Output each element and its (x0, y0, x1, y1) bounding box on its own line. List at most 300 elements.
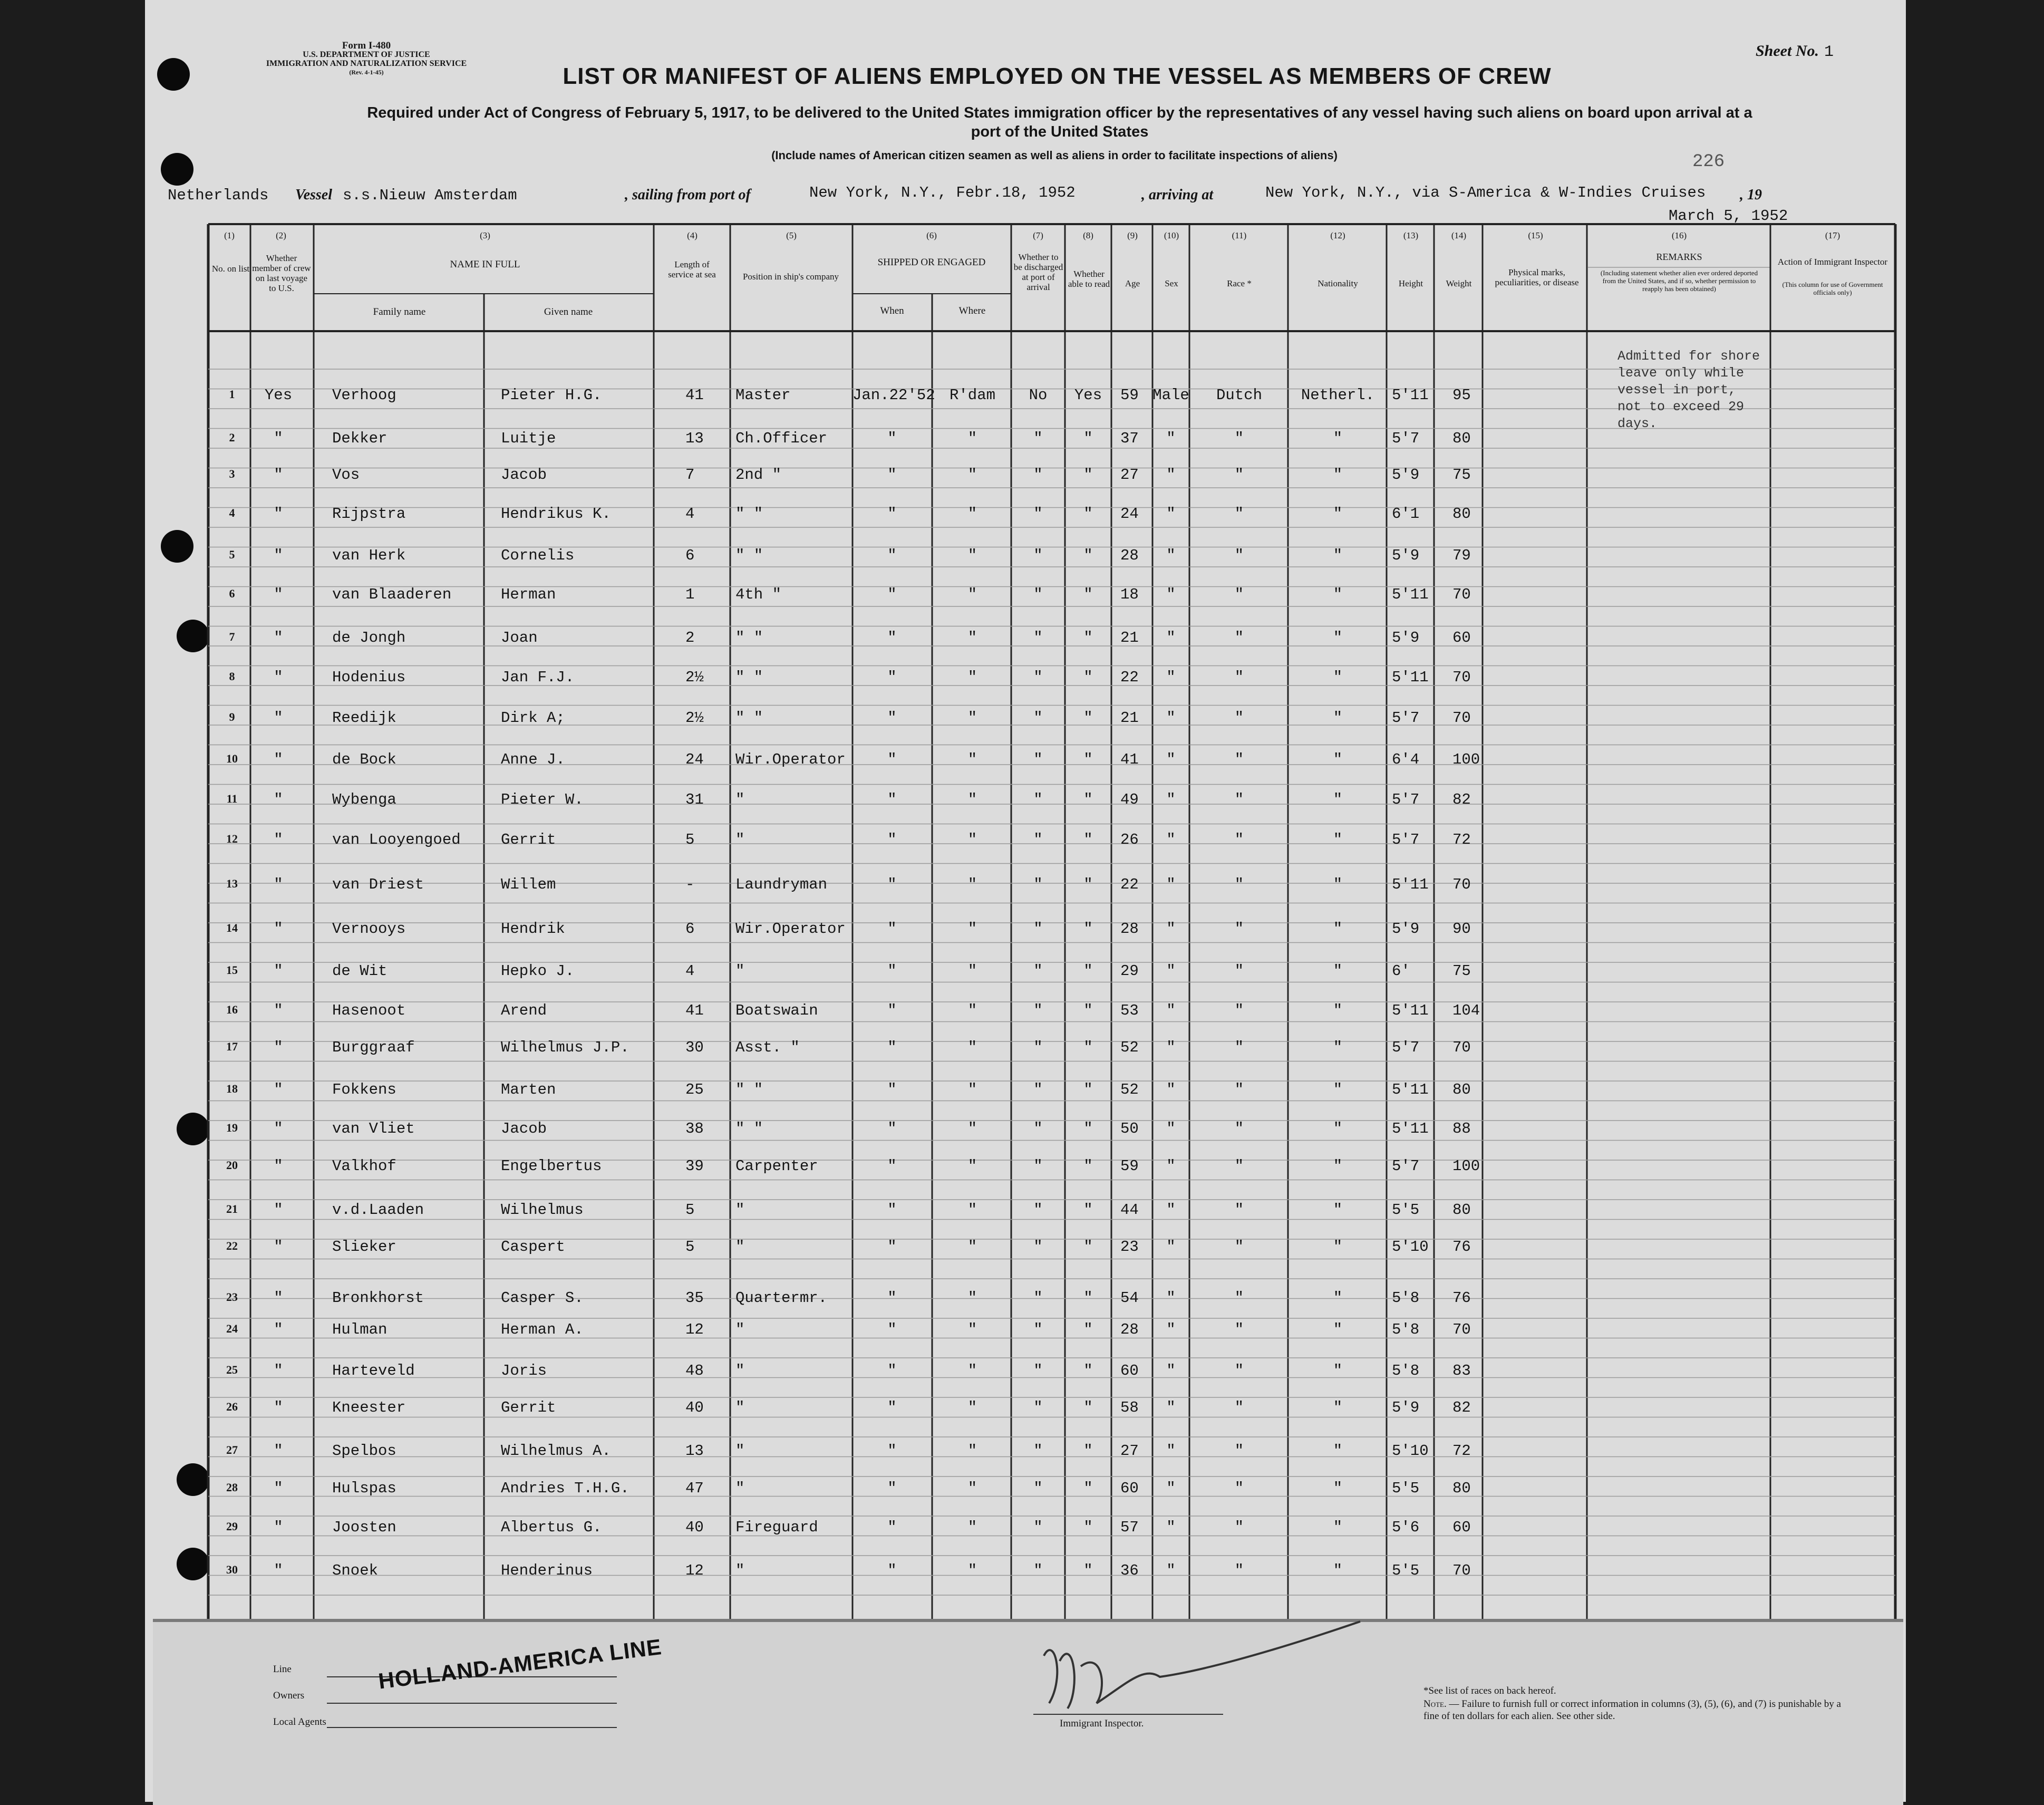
cell-family: Hasenoot (332, 1002, 406, 1019)
colhead-sex: Sex (1165, 278, 1178, 288)
cell-service: 25 (685, 1081, 704, 1098)
cell-sex: " (1166, 466, 1176, 484)
cell-sex: " (1166, 1289, 1176, 1307)
cell-age: 37 (1120, 430, 1139, 447)
cell-family: Slieker (332, 1238, 396, 1256)
cell-weight: 72 (1452, 1442, 1471, 1460)
cell-read: " (1083, 962, 1093, 980)
cell-height: 5'7 (1392, 709, 1420, 727)
row-number: 21 (226, 1202, 238, 1215)
cell-weight: 100 (1452, 1157, 1480, 1175)
cell-read: " (1083, 629, 1093, 646)
cell-disch: No (1029, 387, 1048, 404)
cell-where: " (967, 1321, 977, 1338)
cell-weight: 70 (1452, 876, 1471, 893)
cell-position: " (735, 1238, 745, 1256)
row-number: 27 (226, 1443, 238, 1456)
cell-last: " (274, 962, 283, 980)
cell-nat: " (1333, 669, 1343, 686)
cell-last: " (274, 1519, 283, 1536)
line-label: Line (273, 1664, 292, 1675)
cell-position: Ch.Officer (735, 430, 828, 447)
cell-where: " (967, 1002, 977, 1019)
cell-family: Rijpstra (332, 505, 406, 523)
colnum-9: (9) (1127, 230, 1138, 240)
colnum-10: (10) (1164, 230, 1179, 240)
cell-service: 4 (685, 505, 695, 523)
row-number: 12 (226, 832, 238, 845)
cell-disch: " (1033, 920, 1043, 938)
cell-age: 44 (1120, 1201, 1139, 1219)
cell-disch: " (1033, 831, 1043, 848)
cell-last: " (274, 1442, 283, 1460)
row-number: 13 (226, 877, 238, 890)
cell-when: " (887, 1238, 897, 1256)
agents-label: Local Agents (273, 1716, 326, 1727)
cell-read: " (1083, 430, 1093, 447)
cell-age: 60 (1120, 1362, 1139, 1379)
cell-where: " (967, 1039, 977, 1056)
cell-read: " (1083, 1002, 1093, 1019)
cell-read: " (1083, 1562, 1093, 1579)
cell-age: 41 (1120, 751, 1139, 768)
cell-read: " (1083, 831, 1093, 848)
action-note: (This column for use of Government officials only) (1782, 281, 1883, 296)
cell-weight: 75 (1452, 466, 1471, 484)
cell-family: Vos (332, 466, 360, 484)
subhead-where: Where (958, 305, 986, 316)
cell-when: " (887, 1157, 897, 1175)
cell-position: Asst. " (735, 1039, 800, 1056)
cell-weight: 104 (1452, 1002, 1480, 1019)
cell-height: 5'7 (1392, 791, 1420, 808)
cell-service: - (685, 876, 695, 893)
cell-race: " (1234, 1399, 1244, 1416)
cell-weight: 75 (1452, 962, 1471, 980)
cell-family: Dekker (332, 430, 388, 447)
cell-height: 5'9 (1392, 466, 1420, 484)
cell-height: 5'7 (1392, 1039, 1420, 1056)
cell-service: 40 (685, 1519, 704, 1536)
subhead-given: Given name (544, 306, 593, 317)
cell-nat: " (1333, 1081, 1343, 1098)
cell-nat: " (1333, 430, 1343, 447)
cell-family: Hulspas (332, 1480, 396, 1497)
cell-position: " (735, 1362, 745, 1379)
colnum-6: (6) (926, 230, 937, 240)
owners-label: Owners (273, 1690, 305, 1701)
cell-disch: " (1033, 1201, 1043, 1219)
cell-read: " (1083, 1519, 1093, 1536)
cell-when: " (887, 1362, 897, 1379)
cell-where: " (967, 430, 977, 447)
page-number: 226 (1692, 152, 1725, 172)
cell-weight: 80 (1452, 505, 1471, 523)
cell-given: Pieter H.G. (501, 387, 602, 404)
cell-when: " (887, 709, 897, 727)
cell-read: " (1083, 1238, 1093, 1256)
cell-position: " " (735, 1081, 763, 1098)
row-number: 14 (226, 921, 238, 934)
cell-disch: " (1033, 547, 1043, 564)
cell-nat: " (1333, 547, 1343, 564)
cell-when: " (887, 1442, 897, 1460)
cell-sex: " (1166, 791, 1176, 808)
cell-given: Joris (501, 1362, 547, 1379)
cell-disch: " (1033, 962, 1043, 980)
cell-service: 38 (685, 1120, 704, 1137)
cell-given: Willem (501, 876, 556, 893)
cell-height: 5'6 (1392, 1519, 1420, 1536)
cell-age: 26 (1120, 831, 1139, 848)
cell-position: " " (735, 505, 763, 523)
cell-position: " (735, 1321, 745, 1338)
cell-where: " (967, 547, 977, 564)
cell-race: " (1234, 1201, 1244, 1219)
cell-race: " (1234, 1519, 1244, 1536)
cell-family: Burggraaf (332, 1039, 415, 1056)
cell-height: 5'11 (1392, 586, 1429, 603)
cell-given: Andries T.H.G. (501, 1480, 629, 1497)
row-number: 22 (226, 1239, 238, 1252)
cell-race: " (1234, 586, 1244, 603)
cell-nat: " (1333, 629, 1343, 646)
cell-when: " (887, 669, 897, 686)
cell-when: " (887, 791, 897, 808)
cell-age: 59 (1120, 387, 1139, 404)
cell-race: " (1234, 1442, 1244, 1460)
cell-age: 23 (1120, 1238, 1139, 1256)
cell-where: " (967, 1519, 977, 1536)
cell-age: 28 (1120, 920, 1139, 938)
subhead-when: When (880, 305, 904, 316)
cell-nat: " (1333, 1442, 1343, 1460)
sailing-value: New York, N.Y., Febr.18, 1952 (809, 184, 1076, 201)
cell-sex: " (1166, 1002, 1176, 1019)
cell-position: Wir.Operator (735, 751, 846, 768)
cell-last: " (274, 751, 283, 768)
cell-given: Pieter W. (501, 791, 584, 808)
colnum-11: (11) (1232, 230, 1247, 240)
cell-given: Arend (501, 1002, 547, 1019)
cell-given: Wilhelmus A. (501, 1442, 611, 1460)
cell-position: " " (735, 1120, 763, 1137)
cell-read: " (1083, 1362, 1093, 1379)
cell-given: Luitje (501, 430, 556, 447)
cell-position: Boatswain (735, 1002, 818, 1019)
cell-service: 35 (685, 1289, 704, 1307)
row-number: 20 (226, 1159, 238, 1172)
cell-given: Caspert (501, 1238, 565, 1256)
cell-where: " (967, 1201, 977, 1219)
cell-service: 47 (685, 1480, 704, 1497)
cell-weight: 76 (1452, 1238, 1471, 1256)
colnum-3: (3) (480, 230, 490, 240)
races-note: *See list of races on back hereof. (1423, 1685, 1556, 1696)
cell-last: " (274, 1362, 283, 1379)
cell-family: Vernooys (332, 920, 406, 938)
cell-sex: " (1166, 586, 1176, 603)
cell-disch: " (1033, 1321, 1043, 1338)
cell-service: 13 (685, 430, 704, 447)
colhead-weight: Weight (1446, 278, 1472, 288)
cell-read: " (1083, 1321, 1093, 1338)
cell-weight: 88 (1452, 1120, 1471, 1137)
cell-read: " (1083, 1442, 1093, 1460)
cell-race: " (1234, 1120, 1244, 1137)
cell-age: 21 (1120, 709, 1139, 727)
cell-last: " (274, 920, 283, 938)
cell-when: " (887, 1562, 897, 1579)
cell-position: Quartermr. (735, 1289, 828, 1307)
cell-given: Jacob (501, 1120, 547, 1137)
cell-height: 6' (1392, 962, 1410, 980)
cell-age: 60 (1120, 1480, 1139, 1497)
cell-nat: " (1333, 709, 1343, 727)
cell-age: 22 (1120, 669, 1139, 686)
cell-read: " (1083, 1399, 1093, 1416)
cell-family: van Herk (332, 547, 406, 564)
cell-height: 5'5 (1392, 1201, 1420, 1219)
cell-service: 5 (685, 831, 695, 848)
cell-height: 6'1 (1392, 505, 1420, 523)
cell-height: 5'11 (1392, 876, 1429, 893)
cell-position: " (735, 1399, 745, 1416)
cell-age: 49 (1120, 791, 1139, 808)
row-number: 23 (226, 1290, 238, 1304)
note-label: Note. (1423, 1698, 1447, 1710)
cell-given: Wilhelmus J.P. (501, 1039, 629, 1056)
cell-family: van Driest (332, 876, 424, 893)
cell-age: 59 (1120, 1157, 1139, 1175)
row-number: 6 (229, 587, 235, 600)
cell-last: " (274, 547, 283, 564)
cell-weight: 70 (1452, 1039, 1471, 1056)
cell-where: " (967, 505, 977, 523)
cell-race: " (1234, 505, 1244, 523)
colhead-race: Race * (1227, 278, 1252, 288)
row-number: 16 (226, 1003, 238, 1016)
cell-where: " (967, 1562, 977, 1579)
cell-service: 31 (685, 791, 704, 808)
colnum-17: (17) (1825, 230, 1840, 240)
cell-nat: " (1333, 1238, 1343, 1256)
cell-race: " (1234, 831, 1244, 848)
cell-service: 12 (685, 1321, 704, 1338)
cell-where: " (967, 466, 977, 484)
cell-sex: " (1166, 831, 1176, 848)
cell-position: " (735, 1201, 745, 1219)
cell-family: van Looyengoed (332, 831, 461, 848)
cell-given: Anne J. (501, 751, 565, 768)
cell-sex: " (1166, 876, 1176, 893)
cell-family: Joosten (332, 1519, 396, 1536)
cell-read: " (1083, 791, 1093, 808)
row-number: 15 (226, 963, 238, 977)
cell-service: 1 (685, 586, 695, 603)
cell-given: Casper S. (501, 1289, 584, 1307)
cell-sex: " (1166, 1120, 1176, 1137)
cell-given: Gerrit (501, 1399, 556, 1416)
form-number: Form I-480 (342, 40, 391, 51)
cell-disch: " (1033, 1562, 1043, 1579)
cell-race: " (1234, 547, 1244, 564)
cell-sex: " (1166, 547, 1176, 564)
cell-height: 5'11 (1392, 1002, 1429, 1019)
cell-height: 5'8 (1392, 1321, 1420, 1338)
cell-sex: " (1166, 1442, 1176, 1460)
cell-where: R'dam (949, 387, 995, 404)
cell-disch: " (1033, 1157, 1043, 1175)
cell-service: 24 (685, 751, 704, 768)
cell-read: " (1083, 547, 1093, 564)
cell-position: " " (735, 629, 763, 646)
cell-read: " (1083, 669, 1093, 686)
cell-nat: " (1333, 1321, 1343, 1338)
cell-nat: " (1333, 962, 1343, 980)
cell-given: Hendrikus K. (501, 505, 611, 523)
cell-last: " (274, 669, 283, 686)
cell-disch: " (1033, 466, 1043, 484)
cell-weight: 80 (1452, 1081, 1471, 1098)
cell-read: " (1083, 751, 1093, 768)
cell-height: 5'9 (1392, 920, 1420, 938)
cell-when: " (887, 466, 897, 484)
cell-race: " (1234, 1480, 1244, 1497)
colhead-action: Action of Immigrant Inspector (1777, 257, 1888, 267)
remarks-note: (Including statement whether alien ever ordered deported from the United States, and if so, whether permission to reapply has been obtained) (1600, 269, 1758, 293)
colhead-age: Age (1125, 278, 1140, 288)
cell-position: " (735, 1480, 745, 1497)
cell-given: Joan (501, 629, 538, 646)
cell-age: 22 (1120, 876, 1139, 893)
cell-when: " (887, 629, 897, 646)
cell-where: " (967, 920, 977, 938)
cell-nat: " (1333, 1362, 1343, 1379)
cell-where: " (967, 1157, 977, 1175)
cell-family: Verhoog (332, 387, 396, 404)
cell-weight: 79 (1452, 547, 1471, 564)
cell-race: " (1234, 1289, 1244, 1307)
cell-disch: " (1033, 629, 1043, 646)
cell-sex: " (1166, 1480, 1176, 1497)
inspector-signature (1023, 1603, 1392, 1724)
cell-height: 5'9 (1392, 547, 1420, 564)
cell-height: 5'9 (1392, 1399, 1420, 1416)
cell-race: " (1234, 1002, 1244, 1019)
cell-last: " (274, 1002, 283, 1019)
cell-when: " (887, 1201, 897, 1219)
cell-race: " (1234, 751, 1244, 768)
cell-family: Spelbos (332, 1442, 396, 1460)
cell-disch: " (1033, 1480, 1043, 1497)
cell-where: " (967, 629, 977, 646)
cell-when: " (887, 430, 897, 447)
cell-where: " (967, 831, 977, 848)
cell-height: 5'11 (1392, 669, 1429, 686)
cell-nat: " (1333, 1289, 1343, 1307)
cell-nat: " (1333, 1039, 1343, 1056)
cell-service: 39 (685, 1157, 704, 1175)
subtitle-line-1: Required under Act of Congress of February 5, 1917, to be delivered to the United States immigration officer by the representatives of any vessel having such aliens on board upon arrival at a (367, 104, 1752, 121)
cell-family: de Wit (332, 962, 388, 980)
cell-disch: " (1033, 751, 1043, 768)
cell-where: " (967, 1480, 977, 1497)
cell-race: " (1234, 962, 1244, 980)
cell-family: Kneester (332, 1399, 406, 1416)
colnum-15: (15) (1528, 230, 1543, 240)
cell-position: 2nd " (735, 466, 782, 484)
cell-family: Hodenius (332, 669, 406, 686)
cell-read: " (1083, 1289, 1093, 1307)
cell-height: 5'8 (1392, 1362, 1420, 1379)
cell-last: " (274, 1562, 283, 1579)
cell-given: Jacob (501, 466, 547, 484)
cell-position: " (735, 962, 745, 980)
cell-where: " (967, 751, 977, 768)
cell-last: Yes (264, 387, 293, 404)
cell-position: " " (735, 547, 763, 564)
cell-race: " (1234, 1238, 1244, 1256)
cell-nat: " (1333, 1519, 1343, 1536)
cell-given: Cornelis (501, 547, 575, 564)
row-number: 24 (226, 1322, 238, 1335)
colnum-2: (2) (276, 230, 286, 240)
cell-service: 5 (685, 1238, 695, 1256)
cell-disch: " (1033, 669, 1043, 686)
cell-disch: " (1033, 1289, 1043, 1307)
cell-nat: " (1333, 1480, 1343, 1497)
cell-weight: 80 (1452, 1480, 1471, 1497)
cell-family: de Jongh (332, 629, 406, 646)
row-number: 9 (229, 710, 235, 723)
cell-sex: " (1166, 669, 1176, 686)
cell-age: 29 (1120, 962, 1139, 980)
cell-service: 2 (685, 629, 695, 646)
cell-family: Reedijk (332, 709, 396, 727)
colnum-1: (1) (224, 230, 235, 240)
vessel-label: Vessel (295, 187, 332, 203)
cell-weight: 83 (1452, 1362, 1471, 1379)
cell-when: " (887, 962, 897, 980)
cell-service: 6 (685, 920, 695, 938)
cell-age: 24 (1120, 505, 1139, 523)
cell-disch: " (1033, 1238, 1043, 1256)
note-text: — Failure to furnish full or correct information in columns (3), (5), (6), and (7) is punishable by a fine of ten dollars for each alien. See other side. (1423, 1698, 1841, 1722)
cell-position: " " (735, 669, 763, 686)
cell-given: Henderinus (501, 1562, 593, 1579)
cell-height: 5'11 (1392, 1120, 1429, 1137)
cell-height: 5'10 (1392, 1238, 1429, 1256)
cell-read: " (1083, 1480, 1093, 1497)
cell-weight: 70 (1452, 709, 1471, 727)
sheet-value: 1 (1824, 43, 1834, 61)
cell-nat: " (1333, 1562, 1343, 1579)
cell-race: " (1234, 1562, 1244, 1579)
cell-disch: " (1033, 1362, 1043, 1379)
cell-sex: " (1166, 1399, 1176, 1416)
flag-value: Netherlands (168, 187, 269, 204)
cell-sex: " (1166, 751, 1176, 768)
cell-position: Carpenter (735, 1157, 818, 1175)
cell-sex: " (1166, 1321, 1176, 1338)
row-number: 7 (229, 630, 235, 643)
remarks-shore-leave: Admitted for shore leave only while vessel in port, not to exceed 29 days. (1617, 349, 1760, 431)
cell-when: Jan.22'52 (853, 387, 935, 404)
cell-height: 5'9 (1392, 629, 1420, 646)
cell-disch: " (1033, 505, 1043, 523)
cell-age: 36 (1120, 1562, 1139, 1579)
